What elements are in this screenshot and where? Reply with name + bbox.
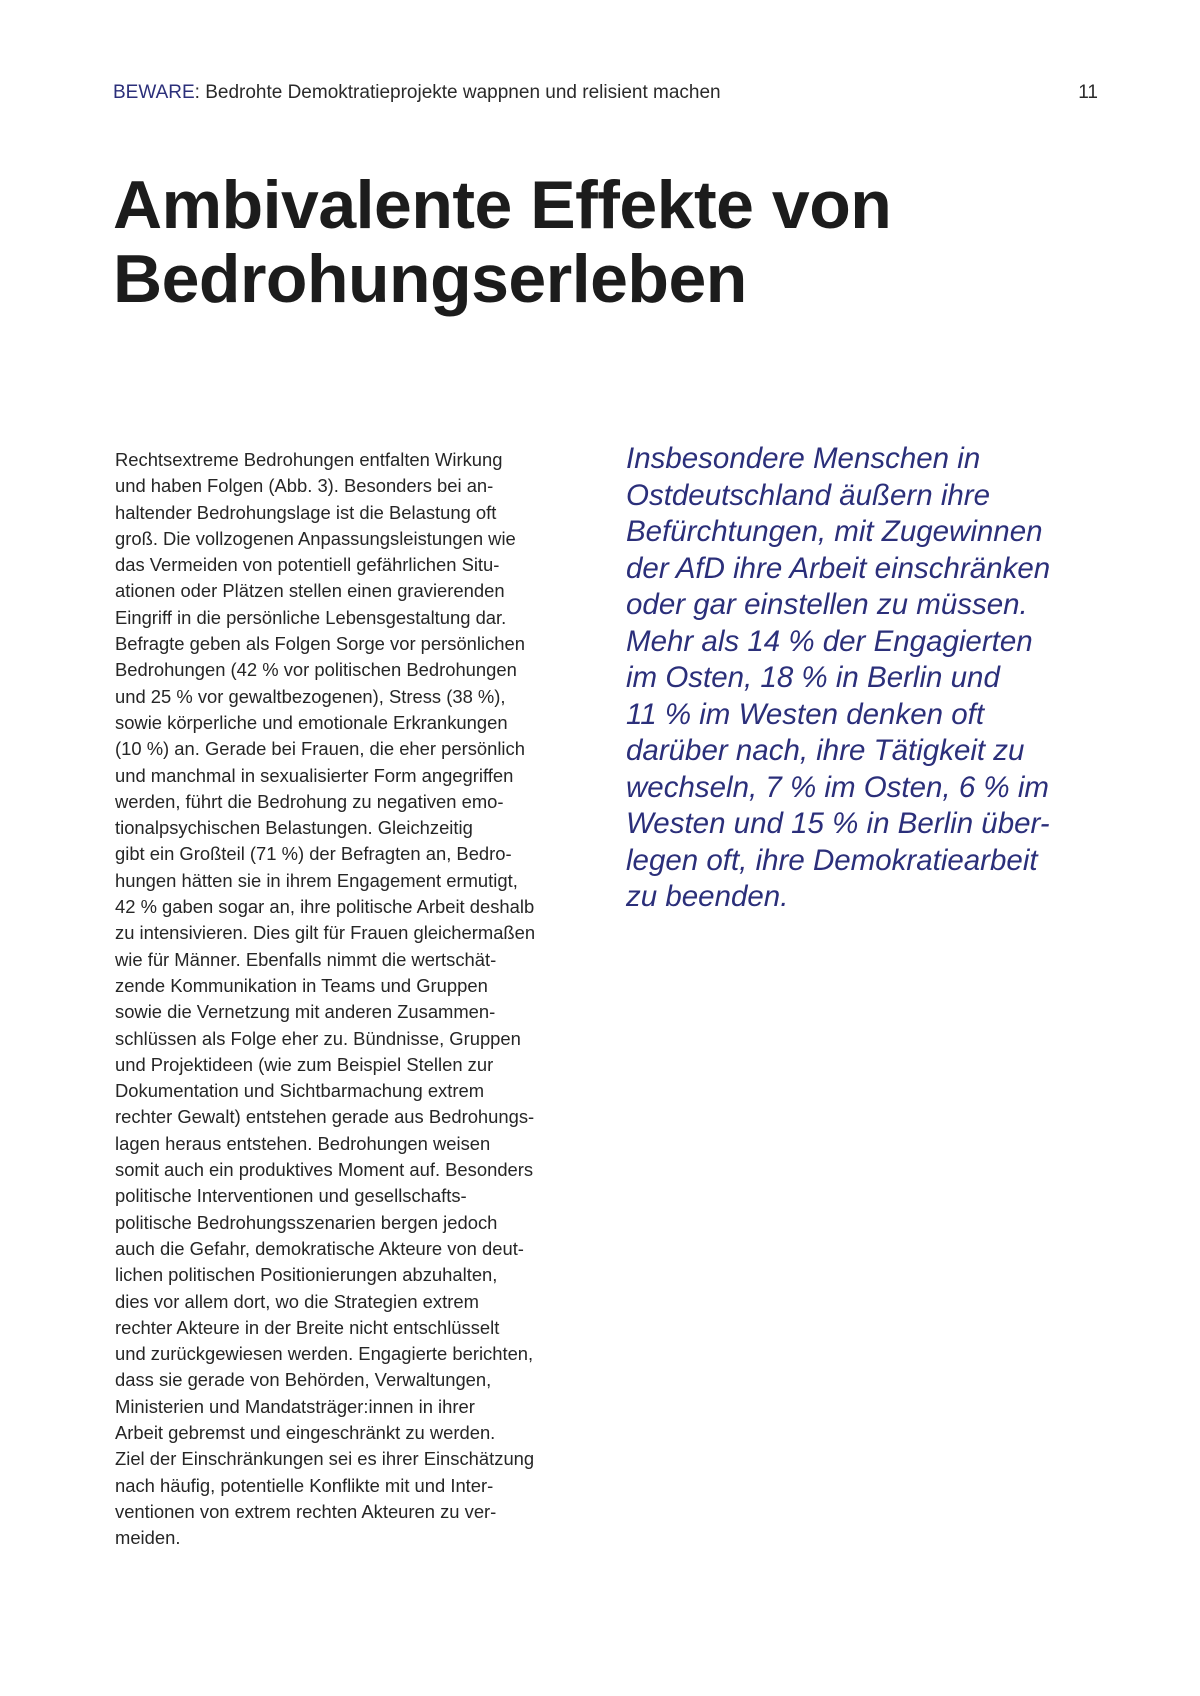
body-line: lagen heraus entstehen. Bedrohungen weisen [115, 1132, 491, 1154]
body-line: schlüssen als Folge eher zu. Bündnisse, Gruppen [115, 1027, 521, 1049]
quote-line: Befürchtungen, mit Zugewinnen [626, 515, 1043, 548]
body-line: rechter Akteure in der Breite nicht entschlüsselt [115, 1316, 500, 1338]
quote-line: Insbesondere Menschen in [626, 442, 981, 475]
body-line: wie für Männer. Ebenfalls nimmt die wertschät- [115, 948, 497, 970]
body-line: hungen hätten sie in ihrem Engagement ermutigt, [115, 869, 518, 891]
quote-line: zu beenden. [626, 880, 789, 913]
quote-line: legen oft, ihre Demokratiearbeit [626, 843, 1038, 877]
body-line: politische Interventionen und gesellschafts- [115, 1185, 467, 1207]
quote-line: Mehr als 14 % der Engagierten [626, 624, 1033, 658]
body-line: politische Bedrohungsszenarien bergen jedoch [115, 1211, 498, 1233]
body-line: Ziel der Einschränkungen sei es ihrer Einschätzung [115, 1448, 535, 1470]
body-line: lichen politischen Positionierungen abzuhalten, [115, 1264, 498, 1286]
body-line: gibt ein Großteil (71 %) der Befragten an, Bedro- [115, 843, 512, 865]
body-line: Rechtsextreme Bedrohungen entfalten Wirkung [115, 449, 503, 470]
header-subtitle: : Bedrohte Demoktratieprojekte wappnen und relisient machen [194, 82, 721, 103]
body-line: Ministerien und Mandatsträger:innen in ihrer [115, 1395, 475, 1417]
body-line: Dokumentation und Sichtbarmachung extrem [115, 1080, 485, 1102]
body-line: rechter Gewalt) entstehen gerade aus Bedrohungs- [115, 1106, 535, 1128]
body-line: tionalpsychischen Belastungen. Gleichzeitig [115, 817, 473, 839]
body-line: sowie körperliche und emotionale Erkrankungen [115, 711, 508, 733]
body-line: dass sie gerade von Behörden, Verwaltungen, [115, 1369, 492, 1391]
body-line: somit auch ein produktives Moment auf. Besonders [115, 1159, 534, 1181]
body-line: Bedrohungen (42 % vor politischen Bedrohungen [115, 659, 517, 681]
body-line: und manchmal in sexualisierter Form angegriffen [115, 764, 514, 786]
body-line: auch die Gefahr, demokratische Akteure von deut- [115, 1237, 524, 1259]
pull-quote [626, 441, 1106, 916]
quote-line: 11 % im Westen denken oft [626, 697, 985, 731]
quote-line: im Osten, 18 % in Berlin und [626, 661, 1000, 694]
body-text [115, 447, 590, 1551]
body-line: haltender Bedrohungslage ist die Belastung oft [115, 501, 497, 523]
body-line: nach häufig, potentielle Konflikte mit und Inter- [115, 1474, 494, 1496]
body-line: dies vor allem dort, wo die Strategien extrem [115, 1290, 479, 1312]
page-title [113, 168, 1013, 316]
body-line: und 25 % vor gewaltbezogenen), Stress (38 %), [115, 685, 506, 707]
page-title-line-2: Bedrohungserleben [113, 241, 747, 317]
quote-line: Ostdeutschland äußern ihre [626, 478, 991, 512]
body-line: werden, führt die Bedrohung zu negativen emo- [115, 790, 504, 812]
body-line: Eingriff in die persönliche Lebensgestaltung dar. [115, 606, 507, 628]
body-line: groß. Die vollzogenen Anpassungsleistungen wie [115, 527, 516, 549]
body-line: das Vermeiden von potentiell gefährlichen Situ- [115, 554, 500, 576]
quote-line: der AfD ihre Arbeit einschränken [626, 551, 1051, 585]
body-line: (10 %) an. Gerade bei Frauen, die eher persönlich [115, 738, 525, 760]
body-line: und Projektideen (wie zum Beispiel Stellen zur [115, 1053, 494, 1075]
body-line: Befragte geben als Folgen Sorge vor persönlichen [115, 633, 525, 655]
body-line: Arbeit gebremst und eingeschränkt zu werden. [115, 1421, 496, 1443]
quote-line: Westen und 15 % in Berlin über- [626, 807, 1050, 840]
page-title-line-1: Ambivalente Effekte von [113, 167, 892, 243]
body-line: und haben Folgen (Abb. 3). Besonders bei an- [115, 475, 494, 497]
running-header [113, 80, 1098, 106]
quote-line: darüber nach, ihre Tätigkeit zu [626, 734, 1025, 767]
body-line: zu intensivieren. Dies gilt für Frauen gleichermaßen [115, 922, 536, 944]
body-line: 42 % gaben sogar an, ihre politische Arbeit deshalb [115, 896, 535, 918]
body-line: ationen oder Plätzen stellen einen gravierenden [115, 580, 505, 602]
body-line: sowie die Vernetzung mit anderen Zusammen- [115, 1001, 496, 1023]
page-number: 11 [1078, 82, 1098, 103]
body-line: ventionen von extrem rechten Akteuren zu ver- [115, 1500, 497, 1522]
header-brand: BEWARE [113, 82, 195, 103]
quote-line: wechseln, 7 % im Osten, 6 % im [626, 770, 1049, 804]
body-line: und zurückgewiesen werden. Engagierte berichten, [115, 1343, 534, 1365]
body-line: meiden. [115, 1527, 181, 1549]
quote-line: oder gar einstellen zu müssen. [626, 588, 1028, 621]
body-line: zende Kommunikation in Teams und Gruppen [115, 974, 488, 996]
